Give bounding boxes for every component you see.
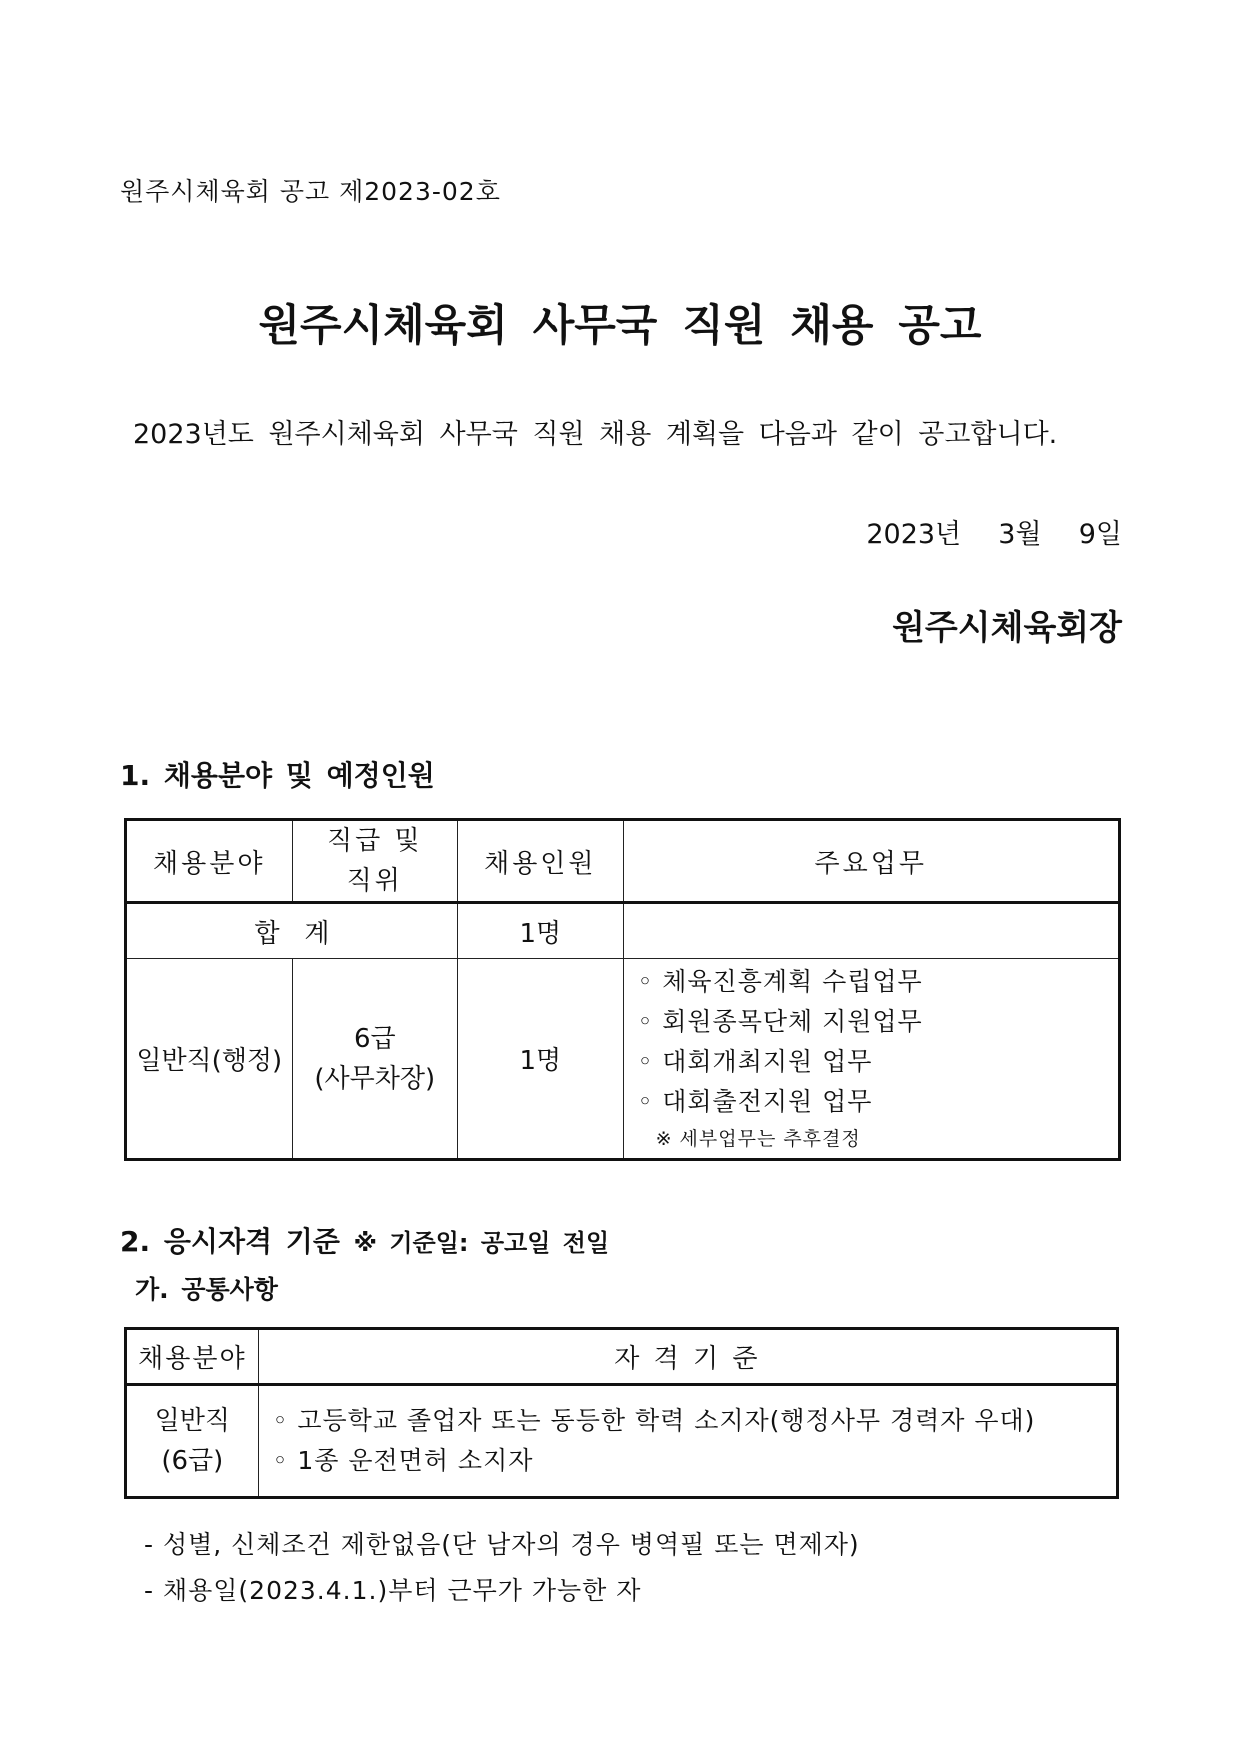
qual-field-cell — [126, 1385, 259, 1498]
section2-heading-ref: ※ 기준일: 공고일 전일 — [353, 1229, 610, 1257]
page-title: 원주시체육회 사무국 직원 채용 공고 — [258, 301, 982, 351]
duty-item: ◦ 대회개최지원 업무 — [637, 1046, 873, 1076]
duty-item: ◦ 회원종목단체 지원업무 — [637, 1006, 923, 1036]
row-duties — [623, 959, 1119, 1160]
qualification-item: ◦ 고등학교 졸업자 또는 동등한 학력 소지자(행정사무 경력자 우대) — [272, 1406, 1036, 1435]
section2-subheading: 가. 공통사항 — [135, 1275, 278, 1304]
qual-criteria-cell — [258, 1385, 1117, 1498]
notes-list — [144, 1522, 860, 1614]
duty-note: ※ 세부업무는 추후결정 — [655, 1127, 861, 1150]
qual-header-field: 채용분야 — [126, 1329, 259, 1385]
header-duties: 주요업무 — [623, 820, 1119, 903]
row-grade: 6급 — [353, 1023, 396, 1054]
qualification-item: ◦ 1종 운전면허 소지자 — [272, 1446, 534, 1475]
row-field: 일반직(행정) — [126, 959, 293, 1160]
notice-number: 원주시체육회 공고 제2023-02호 — [120, 177, 501, 206]
signatory: 원주시체육회장 — [892, 608, 1122, 648]
section2-heading-text: 2. 응시자격 기준 — [120, 1225, 340, 1258]
section2-heading — [120, 1220, 609, 1260]
duty-item: ◦ 체육진흥계획 수립업무 — [637, 966, 923, 996]
header-grade: 직급 및 직위 — [292, 820, 458, 903]
qual-header-criteria: 자 격 기 준 — [258, 1329, 1117, 1385]
total-count: 1명 — [458, 903, 624, 959]
recruitment-table — [124, 818, 1121, 1161]
qualification-table — [124, 1327, 1119, 1499]
qual-field-line2: (6급) — [161, 1446, 224, 1476]
duty-item: ◦ 대회출전지원 업무 — [637, 1086, 873, 1116]
header-count: 채용인원 — [458, 820, 624, 903]
total-label: 합 계 — [126, 903, 458, 959]
note-item: - 성별, 신체조건 제한없음(단 남자의 경우 병역필 또는 면제자) — [144, 1530, 860, 1559]
intro-text: 2023년도 원주시체육회 사무국 직원 채용 계획을 다음과 같이 공고합니다. — [133, 419, 1058, 450]
qual-field-line1: 일반직 — [154, 1406, 231, 1436]
row-position: (사무차장) — [314, 1063, 436, 1094]
notice-date: 2023년 3월 9일 — [866, 519, 1122, 550]
row-count: 1명 — [458, 959, 624, 1160]
header-field: 채용분야 — [126, 820, 293, 903]
section1-heading: 1. 채용분야 및 예정인원 — [120, 759, 435, 792]
note-item: - 채용일(2023.4.1.)부터 근무가 가능한 자 — [144, 1576, 642, 1605]
row-grade-cell — [292, 959, 458, 1160]
total-empty — [623, 903, 1119, 959]
